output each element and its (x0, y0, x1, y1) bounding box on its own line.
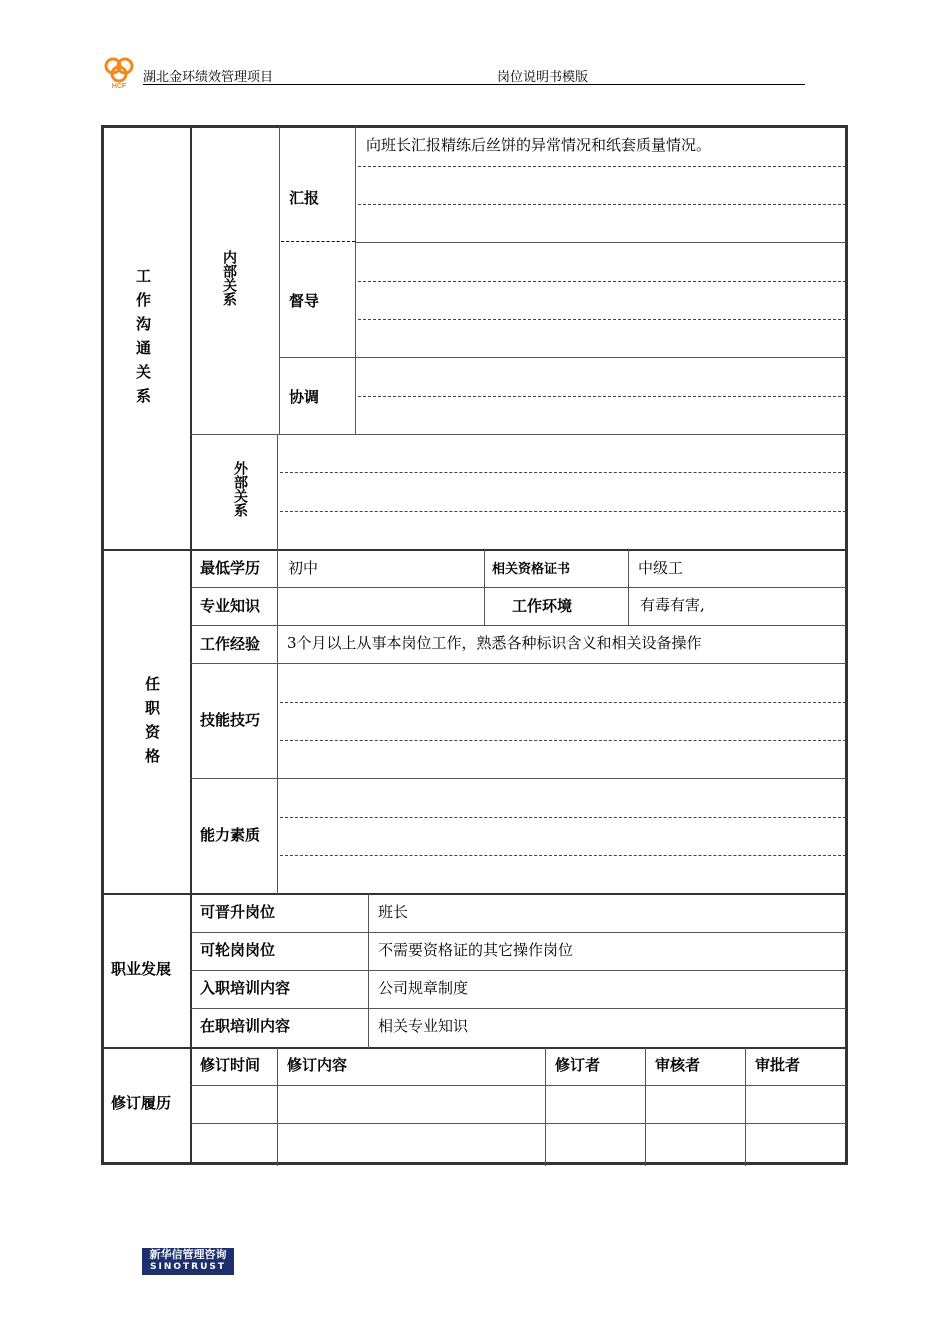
divider (191, 778, 846, 779)
divider (191, 1085, 846, 1086)
promote-label: 可晋升岗位 (200, 903, 276, 921)
header-rule (143, 84, 805, 85)
divider (191, 625, 846, 626)
onboard-training-label: 入职培训内容 (200, 979, 291, 997)
environment-value: 有毒有害, (640, 596, 705, 614)
revision-section-label: 修订履历 (111, 1094, 172, 1112)
divider (484, 550, 485, 626)
ability-label: 能力素质 (200, 826, 261, 844)
onjob-training-label: 在职培训内容 (200, 1017, 291, 1035)
divider (356, 242, 846, 243)
divider (191, 1008, 846, 1009)
experience-label: 工作经验 (200, 635, 261, 653)
promote-value: 班长 (378, 903, 409, 921)
writing-line (358, 166, 846, 167)
writing-line (280, 740, 846, 741)
report-text: 向班长汇报精练后丝饼的异常情况和纸套质量情况。 (366, 136, 712, 154)
divider (191, 932, 846, 933)
sinotrust-logo-en: SINOTRUST (149, 1262, 226, 1272)
education-label: 最低学历 (200, 559, 261, 577)
qualification-section-label: 任职资格 (143, 676, 161, 772)
writing-line (280, 511, 846, 512)
experience-value: 3个月以上从事本岗位工作，熟悉各种标识含义和相关设备操作 (287, 634, 702, 652)
divider (277, 434, 278, 550)
divider (191, 970, 846, 971)
divider (191, 434, 846, 435)
divider (279, 127, 280, 434)
communication-section-label: 工作沟通关系 (134, 268, 152, 412)
revision-col-reviewer: 审核者 (655, 1056, 701, 1074)
rotate-label: 可轮岗岗位 (200, 941, 276, 959)
svg-text:HCF: HCF (111, 83, 127, 90)
certificate-label: 相关资格证书 (492, 562, 571, 577)
external-relations-label: 外部关系 (232, 461, 248, 517)
writing-line (280, 702, 846, 703)
writing-line (358, 396, 846, 397)
revision-col-time: 修订时间 (200, 1056, 261, 1074)
writing-line (280, 472, 846, 473)
section-divider (103, 893, 846, 895)
divider (191, 1123, 846, 1124)
internal-relations-label: 内部关系 (221, 250, 237, 306)
career-section-label: 职业发展 (111, 960, 172, 978)
revision-col-reviser: 修订者 (555, 1056, 601, 1074)
education-value: 初中 (288, 559, 319, 577)
coordinate-label: 协调 (289, 388, 320, 406)
divider (545, 1048, 546, 1166)
skills-label: 技能技巧 (200, 711, 261, 729)
divider (277, 550, 278, 894)
divider (277, 1048, 278, 1166)
writing-line (358, 319, 846, 320)
environment-label: 工作环境 (512, 597, 573, 615)
rotate-value: 不需要资格证的其它操作岗位 (378, 941, 574, 959)
section-divider (103, 549, 846, 551)
onjob-training-value: 相关专业知识 (378, 1017, 469, 1035)
header-company-project: 湖北金环绩效管理项目 (143, 70, 274, 85)
report-label: 汇报 (289, 189, 320, 207)
writing-line (358, 204, 846, 205)
divider (355, 127, 356, 434)
writing-line (280, 855, 846, 856)
onboard-training-value: 公司规章制度 (378, 979, 469, 997)
section-divider (103, 1047, 846, 1049)
divider (280, 357, 846, 358)
writing-line (280, 817, 846, 818)
divider (645, 1048, 646, 1166)
sinotrust-logo-cn: 新华信管理咨询 (149, 1248, 227, 1261)
divider (745, 1048, 746, 1166)
supervise-label: 督导 (289, 292, 320, 310)
revision-col-content: 修订内容 (287, 1056, 348, 1074)
certificate-value: 中级工 (638, 559, 684, 577)
knowledge-label: 专业知识 (200, 597, 261, 615)
header-doc-title: 岗位说明书模版 (497, 70, 589, 85)
company-logo (100, 54, 140, 90)
divider (281, 241, 355, 242)
revision-col-approver: 审批者 (755, 1056, 801, 1074)
divider (191, 663, 846, 664)
divider (628, 550, 629, 626)
divider (191, 587, 846, 588)
sinotrust-logo (142, 1248, 234, 1275)
divider (368, 894, 369, 1048)
writing-line (358, 281, 846, 282)
